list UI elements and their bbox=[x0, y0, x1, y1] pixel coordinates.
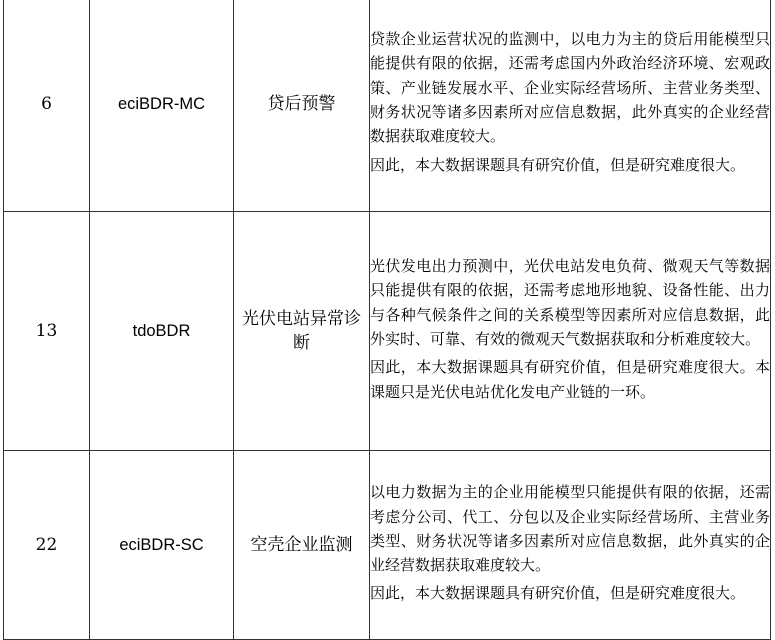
topic-table bbox=[3, 0, 771, 640]
description-paragraph: 因此，本大数据课题具有研究价值，但是研究难度很大。 bbox=[370, 155, 746, 174]
table-row bbox=[4, 451, 771, 640]
description-paragraph: 以电力数据为主的企业用能模型只能提供有限的依据，还需考虑分公司、代工、分包以及企业实际经营场所、主营业务类型、财务状况等诸多因素所对应信息数据，此外真实的企业经营数据获取难度较大。 bbox=[370, 483, 770, 575]
table-row bbox=[4, 0, 771, 212]
topic-code: eciBDR-MC bbox=[90, 0, 234, 212]
row-number: 22 bbox=[4, 451, 90, 640]
description-paragraph: 因此，本大数据课题具有研究价值，但是研究难度很大。本课题只是光伏电站优化发电产业链的一环。 bbox=[370, 358, 770, 401]
topic-name: 光伏电站异常诊断 bbox=[234, 212, 370, 451]
topic-description bbox=[370, 212, 771, 451]
description-paragraph: 光伏发电出力预测中，光伏电站发电负荷、微观天气等数据只能提供有限的依据，还需考虑地形地貌、设备性能、出力与各种气候条件之间的关系模型等因素所对应信息数据，此外实时、可靠、有效的微观天气数据获取和分析难度较大。 bbox=[370, 257, 770, 348]
topic-code: tdoBDR bbox=[90, 212, 234, 451]
topic-code: eciBDR-SC bbox=[90, 451, 234, 640]
description-paragraph: 因此，本大数据课题具有研究价值，但是研究难度很大。 bbox=[370, 584, 746, 603]
row-number: 6 bbox=[4, 0, 90, 212]
description-paragraph: 贷款企业运营状况的监测中，以电力为主的贷后用能模型只能提供有限的依据，还需考虑国内外政治经济环境、宏观政策、产业链发展水平、企业实际经营场所、主营业务类型、财务状况等诸多因素所对应信息数据，此外真实的企业经营数据获取难度较大。 bbox=[370, 30, 770, 146]
topic-name: 空壳企业监测 bbox=[234, 451, 370, 640]
topic-description bbox=[370, 451, 771, 640]
table-row bbox=[4, 212, 771, 451]
row-number: 13 bbox=[4, 212, 90, 451]
topic-description bbox=[370, 0, 771, 212]
topic-name: 贷后预警 bbox=[234, 0, 370, 212]
